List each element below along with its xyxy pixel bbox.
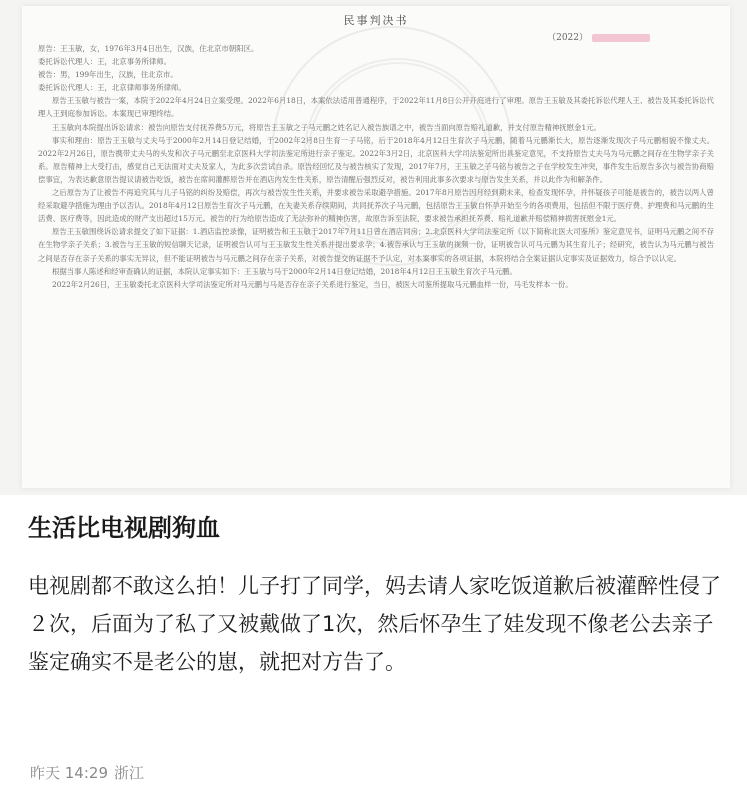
case-number-text: （2022） [547,33,588,43]
document-paragraph: 被告：男，199年出生，汉族，住北京市。 [38,70,178,80]
document-paragraph: 之后原告为了让被告不再追究其与儿子马铭的纠纷及赔偿，再次与被告发生性关系，并要求被告采取避孕措施。2017年8月原告因月经到期未来，检查发现怀孕，并怀疑孩子可能是被告的，被告以两人曾经采取避孕措施为理由予以否认。2018年4月12日原告生育次子马元鹏，在夫妻关系存续期间，共同抚养次子马元鹏，包括原告王玉敏自怀孕开始至今的各项费用，包括但不限于医疗费、护理费和马元鹏的生活费、医疗费等，因此造成的财产支出超过15万元。被告的行为给原告造成了无法弥补的精神伤害，故原告诉至法院，要求被告承担抚养费、赔礼道歉并赔偿精神损害抚慰金1元。 [38,188,714,224]
post-title: 生活比电视剧狗血 [28,514,220,542]
document-paragraph: 2022年2月26日，王玉敏委托北京医科大学司法鉴定所对马元鹏与马是否存在亲子关系进行鉴定，当日，被医大司鉴所提取马元鹏血样一份，马毛发样本一份。 [52,279,573,289]
document-title: 民事判决书 [343,14,409,27]
post-location: 浙江 [114,764,145,782]
court-judgment-document [22,6,730,488]
document-paragraph: 事实和理由：原告王玉敏与丈夫马于2000年2月14日登记结婚，于2002年2月8日生育一子马铭，后于2018年4月12日生育次子马元鹏，随着马元鹏渐长大，原告逐渐发现次子马元鹏相貌不像丈夫。2022年2月26日，原告携带丈夫马的头发和次子马元鹏至北京医科大学司法鉴定所进行亲子鉴定。2022年3月2日，北京医科大学司法鉴定所出具鉴定意见，不支持原告丈夫马为马元鹏之间存在生物学亲子关系。原告精神上大受打击，感觉自己无法面对丈夫及家人，为此多次尝试自杀。原告经回忆及与被告核实了发现，2017年7月，王玉敏之子马铭与被告之子在学校发生冲突，事件发生后原告多次与被告协商赔偿事宜，为表达歉意原告提议请被告吃饭，被告在席间灌醉原告并在酒店内发生性关系，原告清醒后强烈反对，被告利用此事多次要求与原告发生关系，并以此作为和解条件。 [38,135,714,184]
post-meta [30,762,144,783]
document-paragraph: 原告：王玉敏，女，1976年3月4日出生，汉族，住北京市朝阳区。 [38,44,259,53]
post-body-text: 电视剧都不敢这么拍！儿子打了同学，妈去请人家吃饭道歉后被灌醉性侵了２次，后面为了私了又被戴做了1次，然后怀孕生了娃发现不像老公去亲子鉴定确实不是老公的崽，就把对方告了。 [28,574,721,674]
post-time: 昨天 14:29 [30,764,108,782]
document-paragraph: 委托诉讼代理人：王，北京律师事务所律师。 [38,83,186,93]
document-paragraph: 原告王玉敏围绕诉讼请求提交了如下证据：1.酒店监控录像，证明被告和王玉敏于2017年7月11日曾在酒店同房；2.北京医科大学司法鉴定所《以下简称北医大司鉴所》鉴定意见书，证明马元鹏之间不存在生物学亲子关系；3.被告与王玉敏的短信聊天记录，证明被告认可与王玉敏发生性关系并提出要求孕；4.被告承认与王玉敏的视频一份，证明被告认可马元鹏为其生育儿子；经研究，被告认为马元鹏与被告之间是否存在亲子关系的事实无异议，但不能证明被告与马元鹏之间存在亲子关系，对被告提交的证据不予认定，对本案事实的各项证据，本院将结合全案证据认定事实及证据效力，综合予以认定。 [38,227,714,263]
document-paragraph: 原告王玉敏与被告一案，本院于2022年4月24日立案受理。2022年6月18日，本案依法适用普通程序，于2022年11月8日公开开庭进行了审理。原告王玉敏及其委托诉讼代理人王、被告及其委托诉讼代理人王到庭参加诉讼。本案现已审理终结。 [38,96,714,119]
document-body [38,42,714,480]
document-paragraph: 根据当事人陈述和经审查确认的证据，本院认定事实如下：王玉敏与马于2000年2月14日登记结婚，2018年4月12日王玉敏生育次子马元鹏。 [52,266,517,276]
document-paragraph: 委托诉讼代理人：王，北京事务所律师。 [38,57,172,67]
redaction-mark [592,34,650,42]
document-paragraph: 王玉敏向本院提出诉讼请求：被告向原告支付抚养费5万元，将原告王玉敏之子马元鹏之姓名记入被告族谱之中，被告当面向原告赔礼道歉，并支付原告精神抚慰金1元。 [52,122,601,132]
